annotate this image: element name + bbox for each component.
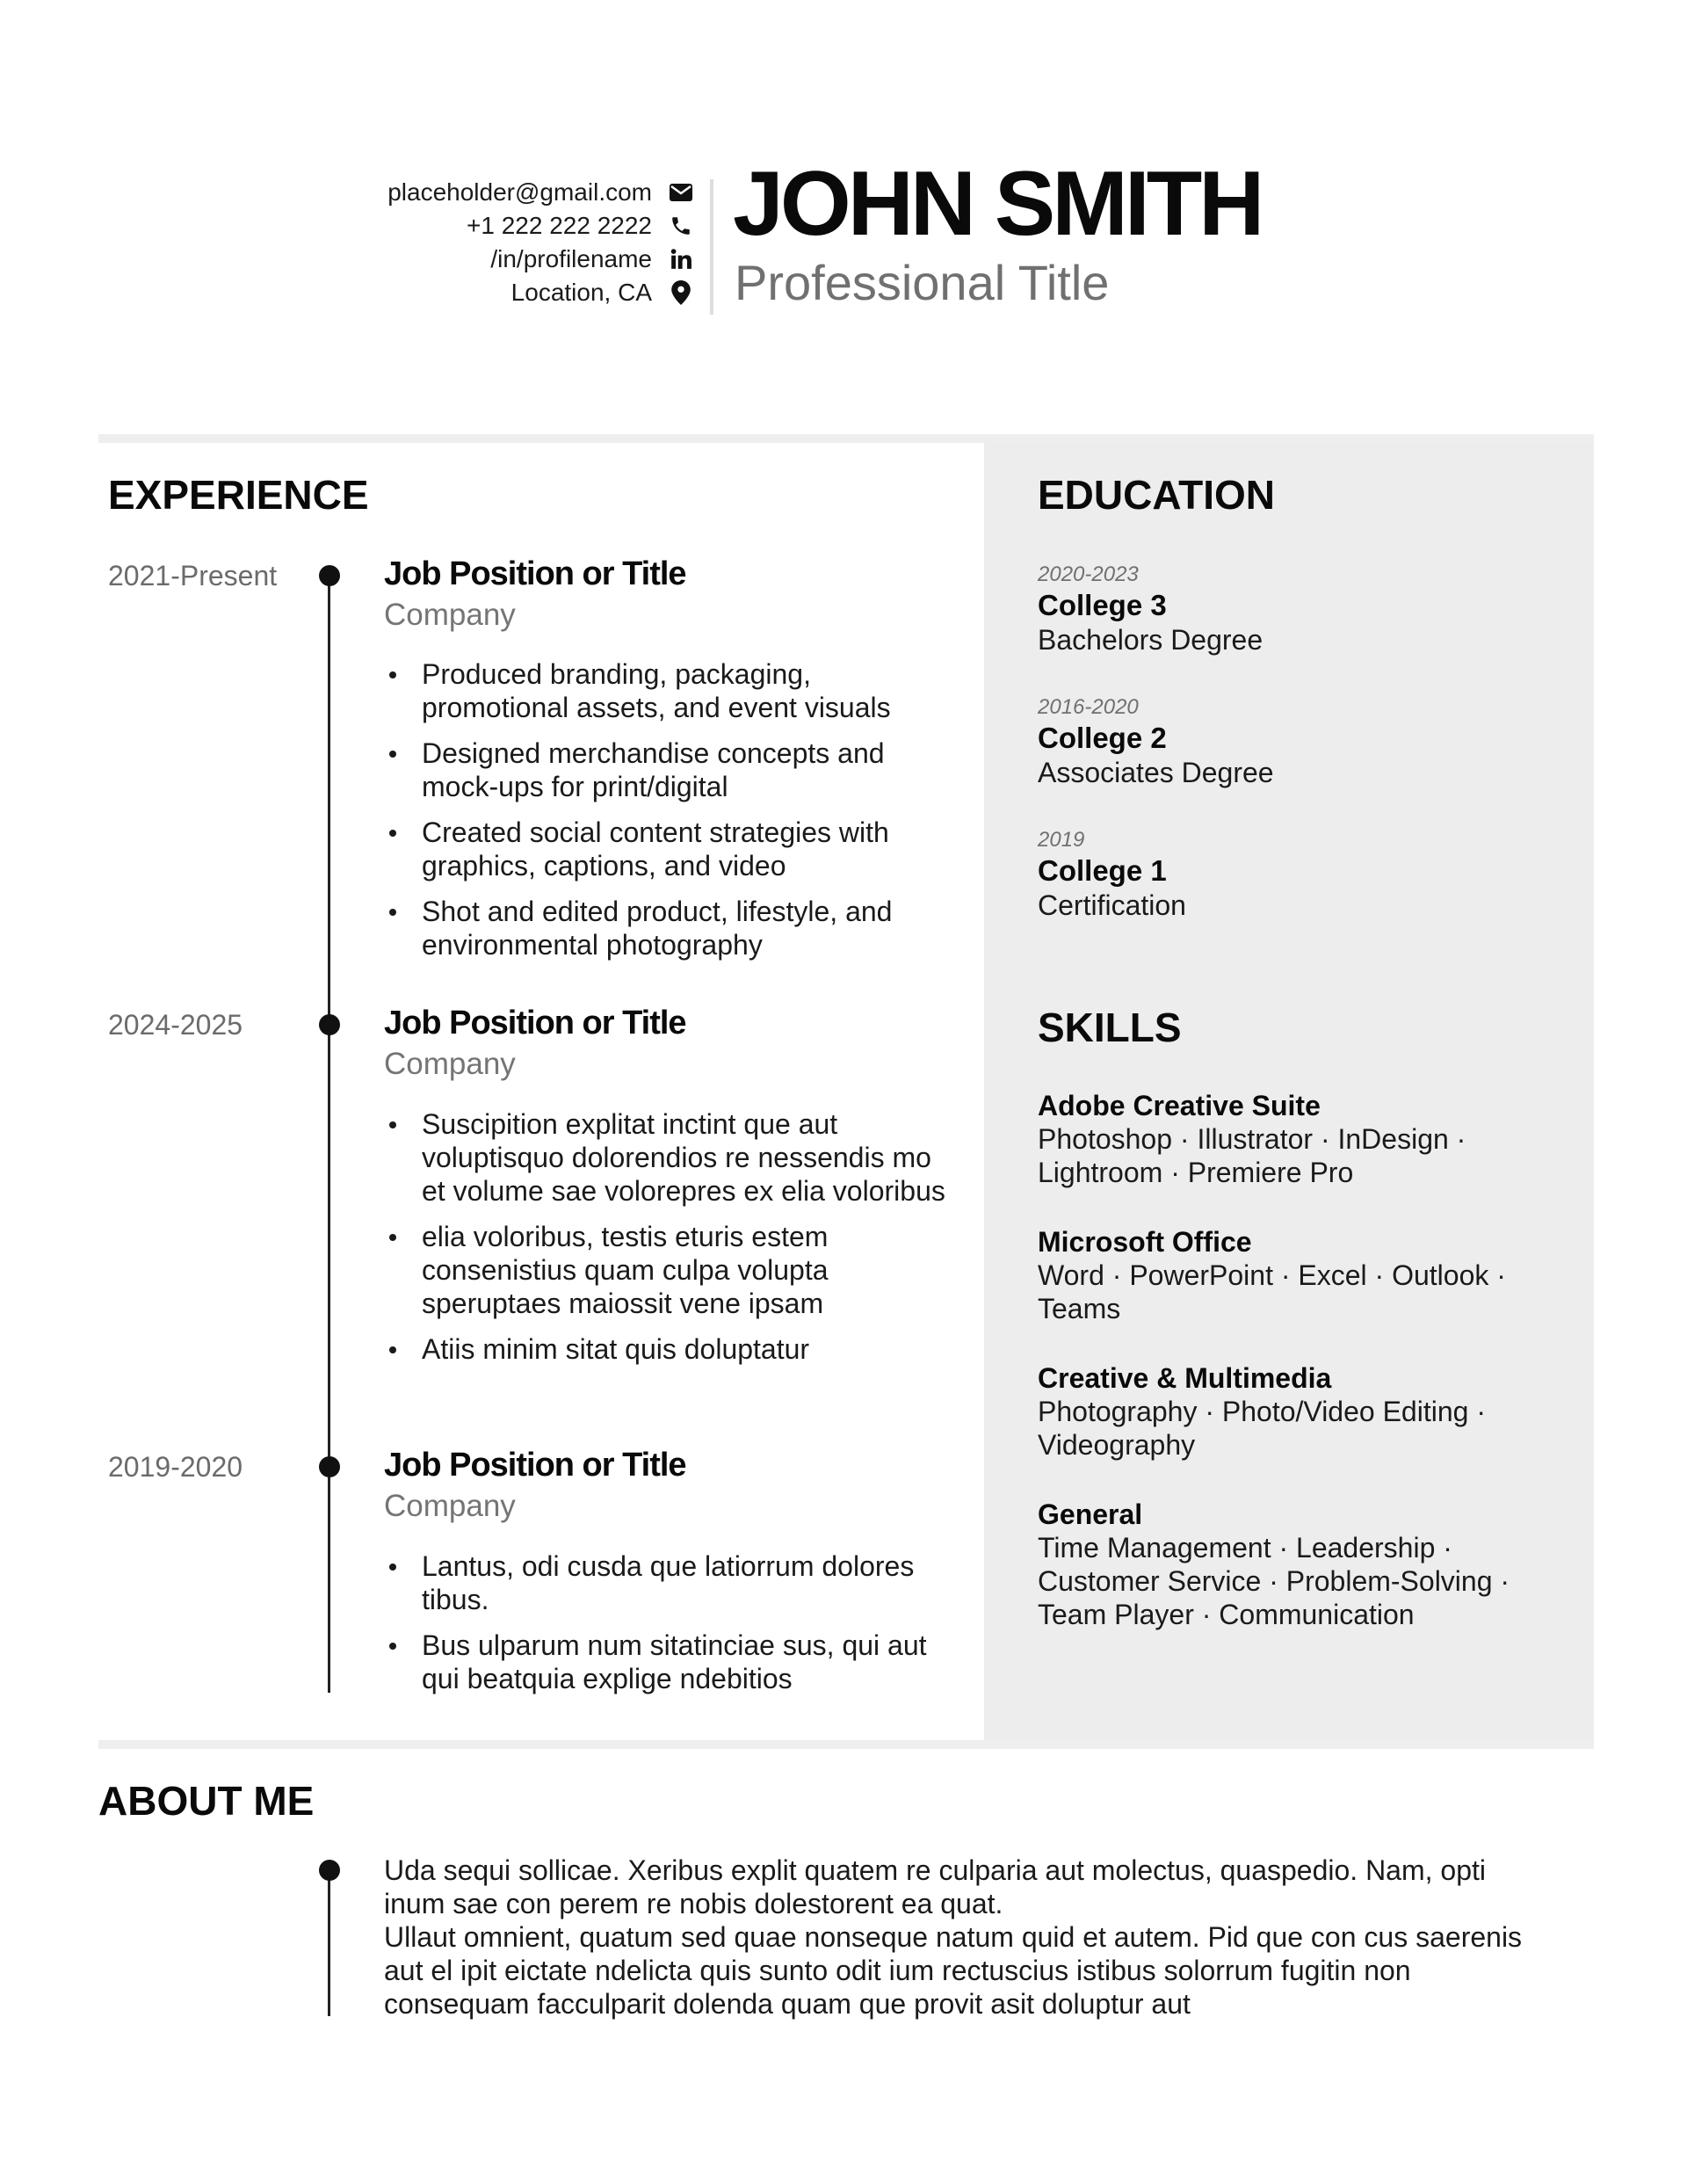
education-years: 2016-2020 [1038,695,1139,719]
education-degree: Certification [1038,889,1186,921]
contact-location [264,276,694,309]
list-item: Suscipition explitat inctint que aut voluptisquo dolorendios re nessendis mo et volume sae volorepres ex elia voloribus [384,1107,946,1208]
timeline-dot [319,565,340,586]
skill-group-items: Photoshop · Illustrator · InDesign · Lightroom · Premiere Pro [1038,1123,1466,1188]
job-dates: 2024-2025 [108,1009,243,1041]
envelope-icon [668,179,694,206]
email-text[interactable]: placeholder@gmail.com [387,178,652,206]
professional-title: Professional Title [735,255,1110,310]
contact-email[interactable] [264,176,694,209]
list-item: Lantus, odi cusda que latiorrum dolores tibus. [384,1549,946,1616]
section-bottom-border [98,1740,1594,1749]
list-item: Atiis minim sitat quis doluptatur [384,1332,946,1366]
list-item: elia voloribus, testis eturis estem consenistius quam culpa volupta speruptaes maiossit vene ipsam [384,1220,946,1320]
job-bullets [384,1107,946,1378]
linkedin-text[interactable]: /in/profilename [490,245,652,272]
map-pin-icon [668,279,694,306]
timeline-dot [319,1860,340,1881]
timeline-dot [319,1456,340,1477]
job-company: Company [384,1489,516,1523]
list-item: Designed merchandise concepts and mock-ups for print/digital [384,736,946,803]
skill-group [1038,1089,1565,1189]
education-degree: Bachelors Degree [1038,624,1263,656]
skill-group-items: Time Management · Leadership · Customer Service · Problem-Solving · Team Player · Communication [1038,1532,1510,1630]
about-timeline [328,1867,330,2016]
education-school: College 3 [1038,589,1167,621]
education-years: 2019 [1038,828,1085,852]
job-company: Company [384,598,516,632]
about-text [384,1854,1553,2021]
job-title: Job Position or Title [384,1005,686,1041]
education-heading: EDUCATION [1038,472,1276,518]
skill-group-name: Creative & Multimedia [1038,1362,1332,1394]
list-item: Created social content strategies with graphics, captions, and video [384,816,946,882]
about-heading: ABOUT ME [98,1778,315,1824]
skills-heading: SKILLS [1038,1005,1182,1050]
experience-timeline [328,577,330,1693]
job-dates: 2019-2020 [108,1451,243,1483]
education-school: College 1 [1038,854,1167,887]
section-top-border [98,434,1594,443]
contact-linkedin[interactable] [264,243,694,276]
education-item [1038,827,1547,922]
skill-group [1038,1498,1565,1631]
education-years: 2020-2023 [1038,562,1139,586]
job-title: Job Position or Title [384,555,686,592]
timeline-dot [319,1014,340,1035]
skill-group-items: Word · PowerPoint · Excel · Outlook · Teams [1038,1259,1506,1324]
experience-heading: EXPERIENCE [108,472,369,518]
education-item [1038,694,1547,789]
education-degree: Associates Degree [1038,757,1274,788]
education-school: College 2 [1038,722,1167,754]
list-item: Bus ulparum num sitatinciae sus, qui aut qui beatquia explige ndebitios [384,1629,946,1695]
contact-phone[interactable] [264,209,694,243]
skill-group-items: Photography · Photo/Video Editing · Videography [1038,1396,1486,1461]
contact-block [264,176,694,309]
list-item: Shot and edited product, lifestyle, and environmental photography [384,895,946,961]
skill-group-name: Microsoft Office [1038,1226,1252,1258]
job-company: Company [384,1047,516,1081]
skill-group [1038,1361,1565,1462]
about-paragraph: Uda sequi sollicae. Xeribus explit quatem re culparia aut molectus, quaspedio. Nam, opti inum sae con perem re nobis dolestorent ea quat. [384,1854,1486,1919]
job-dates: 2021-Present [108,560,278,591]
job-title: Job Position or Title [384,1447,686,1484]
list-item: Produced branding, packaging, promotional assets, and event visuals [384,657,946,724]
skill-group [1038,1225,1565,1325]
linkedin-icon [668,246,694,272]
about-paragraph: Ullaut omnient, quatum sed quae nonseque natum quid et autem. Pid que con cus saerenis aut el ipit eictate ndelicta quis sunto odit ium rectuscius istibus solorrum fugitin non consequam facculparit dolenda quam que provit asit doluptur aut [384,1921,1523,2020]
skill-group-name: General [1038,1498,1143,1530]
education-item [1038,562,1547,657]
phone-icon [668,213,694,239]
location-text: Location, CA [510,279,652,306]
phone-text[interactable]: +1 222 222 2222 [467,212,652,239]
job-bullets [384,1549,946,1708]
header-divider [710,179,713,315]
job-bullets [384,657,946,974]
candidate-name: JOHN SMITH [733,153,1262,255]
skill-group-name: Adobe Creative Suite [1038,1090,1321,1121]
